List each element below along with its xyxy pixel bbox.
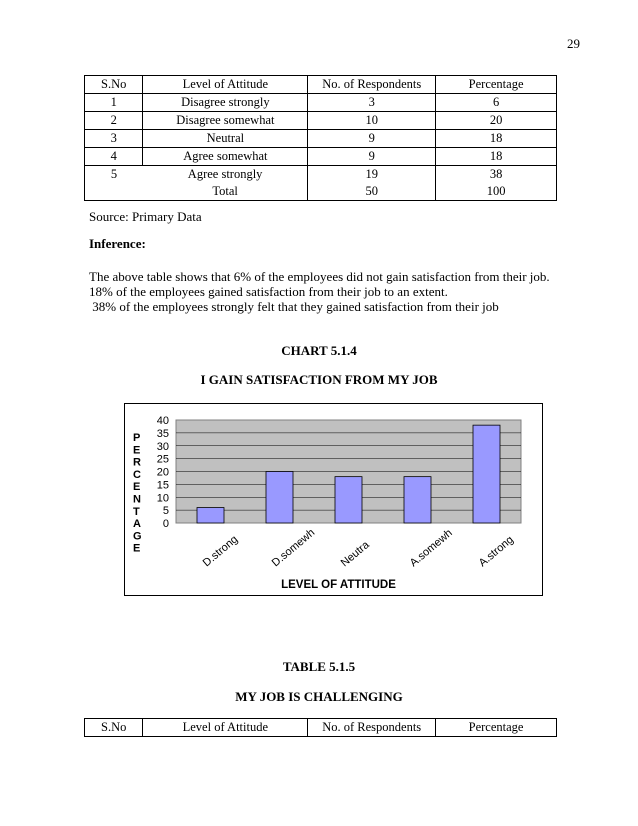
- inference-line: 18% of the employees gained satisfaction from their job to an extent.: [89, 284, 448, 299]
- y-axis-label-letter: G: [133, 530, 142, 543]
- header-respondents: No. of Respondents: [308, 719, 436, 737]
- y-tick-label: 20: [156, 466, 169, 479]
- cell-respondents: 9: [308, 148, 436, 166]
- bar: [197, 508, 224, 523]
- header-level: Level of Attitude: [143, 76, 308, 94]
- cell-sno: 1: [85, 94, 143, 112]
- cell-level: Agree somewhat: [143, 148, 308, 166]
- y-tick-label: 15: [156, 479, 169, 492]
- chart-title: I GAIN SATISFACTION FROM MY JOB: [200, 372, 438, 387]
- y-axis-label-letter: N: [133, 493, 141, 506]
- source-note: Source: Primary Data: [89, 209, 202, 224]
- bar-chart-svg: [125, 404, 542, 595]
- cell-level: Disagree somewhat: [143, 112, 308, 130]
- y-tick-label: 0: [162, 518, 169, 530]
- y-axis-label-letter: E: [133, 481, 141, 494]
- table-row: [85, 94, 557, 112]
- table-total-row: [85, 183, 557, 201]
- bar: [335, 477, 362, 523]
- y-axis-label-letter: E: [133, 542, 141, 555]
- table2-title: MY JOB IS CHALLENGING: [235, 689, 403, 704]
- y-axis-label-letter: P: [133, 432, 141, 444]
- y-tick-label: 10: [156, 492, 169, 505]
- cell-level: Neutral: [143, 130, 308, 148]
- table-row: [85, 148, 557, 166]
- x-axis-label: LEVEL OF ATTITUDE: [281, 579, 396, 591]
- cell-sno: 3: [85, 130, 143, 148]
- y-tick-label: 40: [156, 415, 169, 427]
- inference-line: 38% of the employees strongly felt that they gained satisfaction from their job: [89, 299, 499, 314]
- table-header-row: [85, 76, 557, 94]
- cell-respondents: 19: [308, 166, 436, 184]
- y-tick-label: 25: [156, 453, 169, 466]
- y-axis-label-letter: E: [133, 444, 141, 457]
- y-axis-label-letter: R: [133, 456, 141, 469]
- bar: [473, 425, 500, 523]
- cell-total-label: Total: [143, 183, 308, 201]
- cell-level: Disagree strongly: [143, 94, 308, 112]
- bar: [404, 477, 431, 523]
- y-axis-label-letter: A: [133, 518, 141, 531]
- cell-sno: [85, 183, 143, 201]
- cell-sno: 2: [85, 112, 143, 130]
- cell-total-percentage: 100: [436, 183, 557, 201]
- challenging-table: [84, 718, 557, 737]
- y-axis-label-letter: C: [133, 468, 141, 481]
- cell-percentage: 20: [436, 112, 557, 130]
- cell-sno: 5: [85, 166, 143, 184]
- header-respondents: No. of Respondents: [308, 76, 436, 94]
- cell-total-respondents: 50: [308, 183, 436, 201]
- x-tick-label: A.somewh: [407, 527, 455, 570]
- cell-sno: 4: [85, 148, 143, 166]
- page-number: 29: [567, 36, 580, 51]
- table-row: [85, 112, 557, 130]
- table-row: [85, 130, 557, 148]
- table-header-row: [85, 719, 557, 737]
- cell-respondents: 9: [308, 130, 436, 148]
- y-tick-label: 35: [156, 427, 169, 440]
- bar-chart: [124, 403, 543, 596]
- header-sno: S.No: [85, 719, 143, 737]
- inference-heading: Inference:: [89, 236, 146, 251]
- x-tick-label: Neutra: [338, 538, 372, 570]
- cell-percentage: 18: [436, 130, 557, 148]
- y-axis-label-letter: T: [133, 505, 140, 518]
- header-level: Level of Attitude: [143, 719, 308, 737]
- cell-respondents: 10: [308, 112, 436, 130]
- cell-percentage: 18: [436, 148, 557, 166]
- header-sno: S.No: [85, 76, 143, 94]
- x-tick-label: D.strong: [200, 533, 241, 570]
- cell-level: Agree strongly: [143, 166, 308, 184]
- chart-caption: CHART 5.1.4: [281, 343, 357, 358]
- header-percentage: Percentage: [436, 76, 557, 94]
- x-tick-label: A.strong: [476, 533, 516, 570]
- table2-caption: TABLE 5.1.5: [282, 659, 356, 674]
- y-tick-label: 30: [156, 440, 169, 453]
- cell-respondents: 3: [308, 94, 436, 112]
- bar: [266, 472, 293, 524]
- cell-percentage: 38: [436, 166, 557, 184]
- table-row: [85, 166, 557, 184]
- attitude-table: [84, 75, 557, 201]
- inference-line: The above table shows that 6% of the employees did not gain satisfaction from their job.: [89, 269, 550, 284]
- header-percentage: Percentage: [436, 719, 557, 737]
- x-tick-label: D.somewh: [269, 526, 318, 570]
- y-tick-label: 5: [162, 505, 169, 518]
- cell-percentage: 6: [436, 94, 557, 112]
